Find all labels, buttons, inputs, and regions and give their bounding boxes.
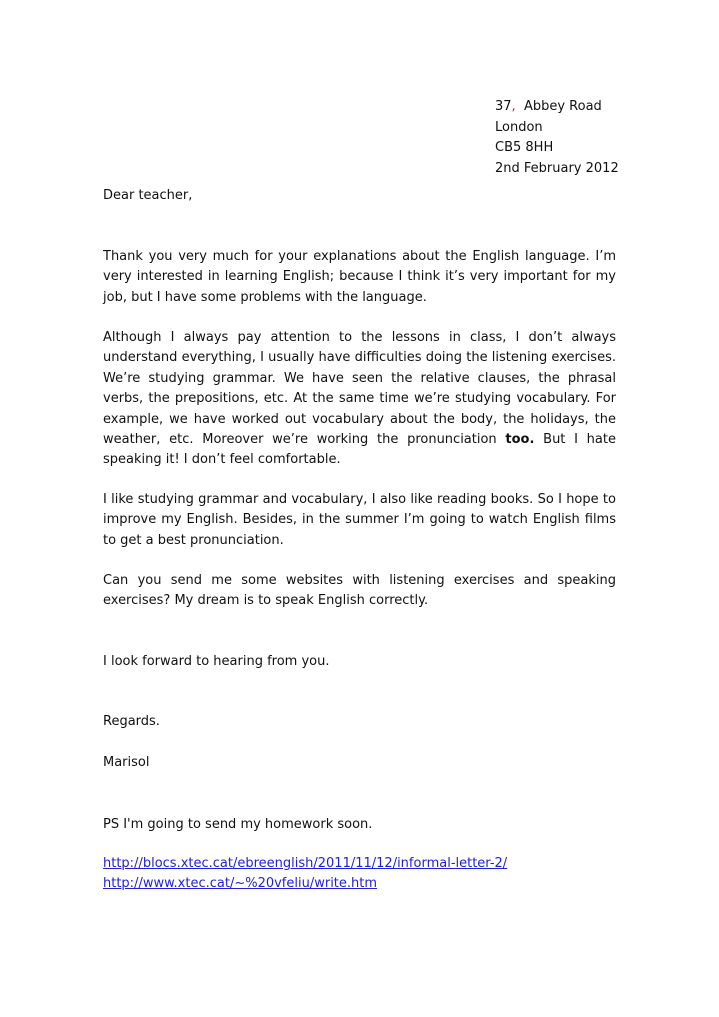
paragraph-2-bold-word: too.	[505, 432, 535, 448]
paragraph-2-text-a: Although I always pay attention to the lessons in class, I don’t always understand everything, I usually have difficulties doing the listening exercises. We’re studying grammar. We have seen the relative clauses, the phrasal verbs, the prepositions, etc. At the same time we’re studying vocabulary. For example, we have worked out vocabulary about the body, the holidays, the weather, etc. Moreover we’re working the pronunciation	[103, 330, 616, 448]
address-city: London	[495, 119, 543, 135]
postscript: PS I'm going to send my homework soon.	[103, 817, 373, 832]
signature: Marisol	[103, 755, 150, 770]
address-street-name: Abbey Road	[523, 99, 602, 114]
link-xtec-write[interactable]: http://www.xtec.cat/~%20vfeliu/write.htm	[103, 876, 378, 891]
address-comma: ,	[511, 99, 516, 114]
paragraph-4: Can you send me some websites with listening exercises and speaking exercises? My dream is to speak English correctly.	[103, 573, 616, 609]
paragraph-2-text-b: But I hate speaking it! I don’t feel comfortable.	[103, 432, 616, 468]
sender-address	[495, 97, 705, 179]
link-informal-letter[interactable]: http://blocs.xtec.cat/ebreenglish/2011/11/12/informal-letter-2/	[103, 856, 508, 871]
address-street-number: 37	[495, 99, 512, 114]
letter-date: 2nd February 2012	[495, 160, 619, 176]
paragraph-1: Thank you very much for your explanations about the English language. I’m very interested in learning English; because I think it’s very important for my job, but I have some problems with the language.	[103, 249, 616, 305]
sign-off: Regards.	[103, 714, 160, 729]
closing-line: I look forward to hearing from you.	[103, 654, 330, 669]
paragraph-2	[103, 328, 616, 471]
address-street-line	[495, 97, 705, 118]
address-postcode: CB5 8HH	[495, 140, 554, 155]
paragraph-3: I like studying grammar and vocabulary, I also like reading books. So I hope to improve my English. Besides, in the summer I’m going to watch English films to get a best pronunciation.	[103, 492, 616, 548]
salutation: Dear teacher,	[103, 188, 193, 203]
